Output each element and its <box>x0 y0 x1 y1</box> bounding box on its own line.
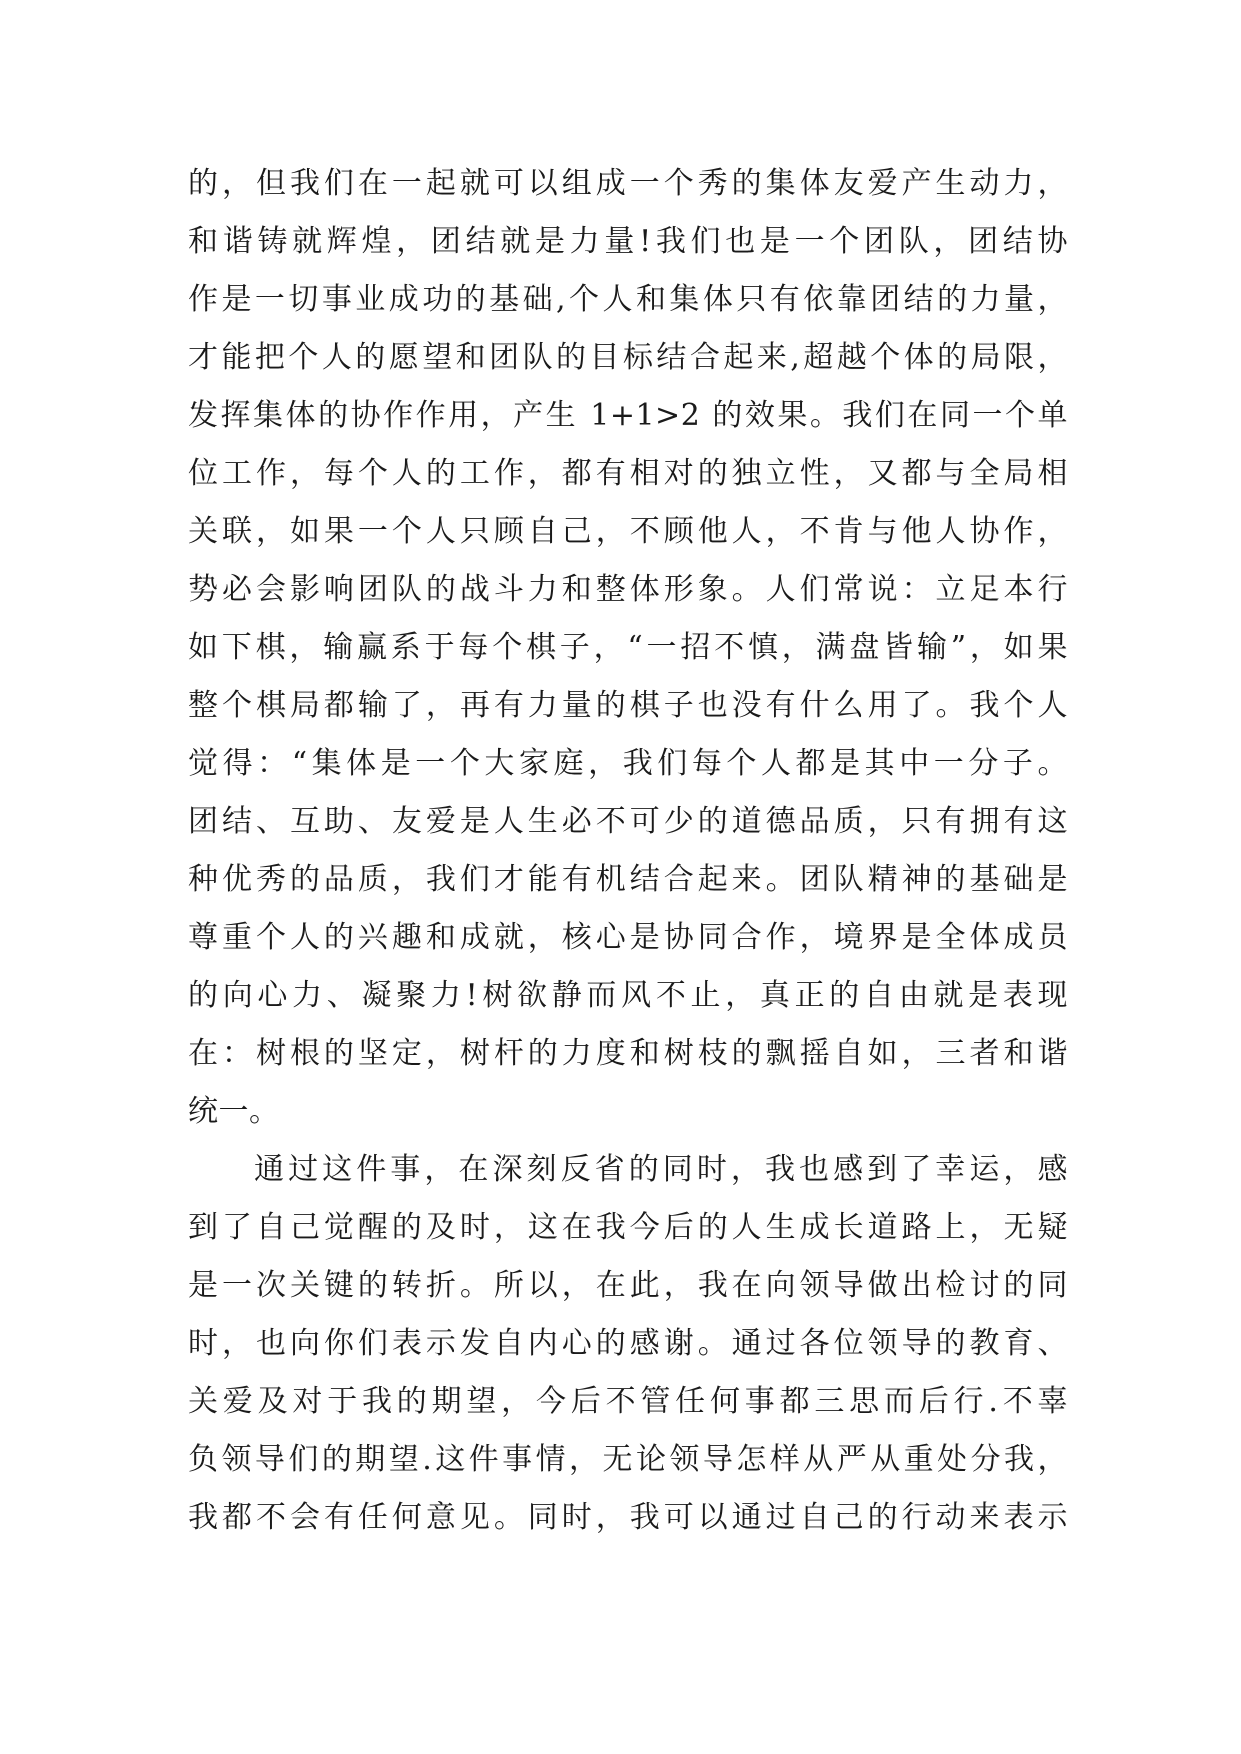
paragraph-line: 统一。 <box>188 1094 280 1129</box>
paragraph-line: 整个棋局都输了，再有力量的棋子也没有什么用了。我个人 <box>188 688 1068 723</box>
paragraph-line: 的，但我们在一起就可以组成一个秀的集体友爱产生动力， <box>188 166 1068 201</box>
document-body <box>188 155 1068 1547</box>
paragraph-line: 我都不会有任何意见。同时，我可以通过自己的行动来表示 <box>188 1500 1068 1535</box>
paragraph-line: 通过这件事，在深刻反省的同时，我也感到了幸运，感 <box>254 1152 1068 1187</box>
paragraph-line: 觉得：“集体是一个大家庭，我们每个人都是其中一分子。 <box>188 746 1068 781</box>
paragraph-line: 发挥集体的协作作用，产生 1+1>2 的效果。我们在同一个单 <box>188 398 1068 433</box>
paragraph-line: 种优秀的品质，我们才能有机结合起来。团队精神的基础是 <box>188 862 1068 897</box>
paragraph-line: 团结、互助、友爱是人生必不可少的道德品质，只有拥有这 <box>188 804 1068 839</box>
paragraph-line: 在：树根的坚定，树杆的力度和树枝的飘摇自如，三者和谐 <box>188 1036 1068 1071</box>
paragraph-line: 时，也向你们表示发自内心的感谢。通过各位领导的教育、 <box>188 1326 1068 1361</box>
paragraph-line: 关联，如果一个人只顾自己，不顾他人，不肯与他人协作， <box>188 514 1068 549</box>
paragraph-line: 才能把个人的愿望和团队的目标结合起来,超越个体的局限， <box>188 340 1068 375</box>
paragraph-line: 和谐铸就辉煌，团结就是力量!我们也是一个团队，团结协 <box>188 224 1068 259</box>
paragraph-line: 作是一切事业成功的基础,个人和集体只有依靠团结的力量， <box>188 282 1068 317</box>
paragraph-line: 如下棋，输赢系于每个棋子，“一招不慎，满盘皆输”，如果 <box>188 630 1068 665</box>
paragraph-2 <box>188 1141 1068 1547</box>
paragraph-line: 关爱及对于我的期望，今后不管任何事都三思而后行.不辜 <box>188 1384 1068 1419</box>
paragraph-line: 是一次关键的转折。所以，在此，我在向领导做出检讨的同 <box>188 1268 1068 1303</box>
paragraph-line: 势必会影响团队的战斗力和整体形象。人们常说：立足本行 <box>188 572 1068 607</box>
paragraph-line: 位工作，每个人的工作，都有相对的独立性，又都与全局相 <box>188 456 1068 491</box>
paragraph-1 <box>188 155 1068 1141</box>
paragraph-line: 尊重个人的兴趣和成就，核心是协同合作，境界是全体成员 <box>188 920 1068 955</box>
paragraph-line: 到了自己觉醒的及时，这在我今后的人生成长道路上，无疑 <box>188 1210 1068 1245</box>
paragraph-line: 的向心力、凝聚力!树欲静而风不止，真正的自由就是表现 <box>188 978 1068 1013</box>
paragraph-line: 负领导们的期望.这件事情，无论领导怎样从严从重处分我， <box>188 1442 1068 1477</box>
